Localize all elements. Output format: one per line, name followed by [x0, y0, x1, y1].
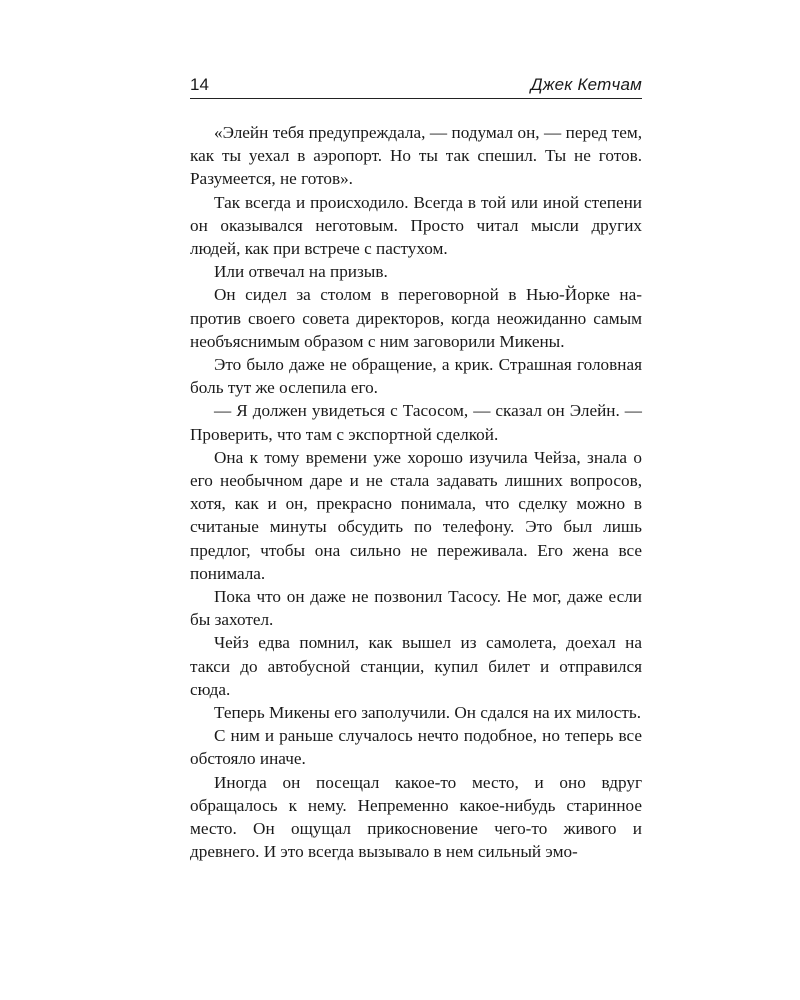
page-number: 14: [190, 75, 209, 94]
paragraph: Или отвечал на призыв.: [214, 262, 388, 282]
book-author: Джек Кетчам: [530, 75, 642, 94]
paragraph: Это было даже не обращение, а крик. Страшная головная боль тут же ослепила его.: [190, 355, 642, 398]
paragraph: «Элейн тебя предупреждала, — подумал он, — перед тем, как ты уехал в аэропорт. Но ты так спешил. Ты не готов. Разумеется, не готов».: [190, 123, 642, 189]
running-header: [190, 74, 642, 99]
paragraph: Так всегда и происходило. Всегда в той или иной степени он оказывался неготовым. Просто читал мысли других людей, как при встрече с пастухом.: [190, 192, 642, 259]
paragraph: Пока что он даже не позвонил Тасосу. Не мог, даже если бы захотел.: [190, 587, 642, 630]
paragraph: Она к тому времени уже хорошо изучила Чейза, знала о его необычном даре и не стала задавать лишних вопросов, хотя, как и он, прекрасно понимала, что сделку можно в считаные минуты обсудить по телефону. Это был лишь предлог, чтобы она сильно не переживала. Его жена все понимала.: [190, 447, 642, 583]
body-text: [190, 121, 642, 864]
paragraph: Теперь Микены его заполучили. Он сдался на их милость.: [214, 703, 642, 723]
paragraph: Чейз едва помнил, как вышел из самолета, доехал на такси до автобусной станции, купил билет и отправился сюда.: [190, 633, 642, 699]
paragraph: — Я должен увидеться с Тасосом, — сказал он Элейн. — Проверить, что там с экспортной сделкой.: [190, 401, 642, 444]
paragraph: С ним и раньше случалось нечто подобное, но теперь все обстояло иначе.: [190, 726, 642, 769]
book-page: [190, 74, 642, 864]
paragraph: Он сидел за столом в переговорной в Нью-Йорке напротив своего совета директоров, когда неожиданно самым необъяснимым образом с ним заговорили Микены.: [190, 285, 642, 351]
paragraph: Иногда он посещал какое-то место, и оно вдруг обращалось к нему. Непременно какое-нибудь старинное место. Он ощущал прикосновение чего-то живого и древнего. И это всегда вызывало в нем сильный эмо-: [190, 772, 642, 862]
